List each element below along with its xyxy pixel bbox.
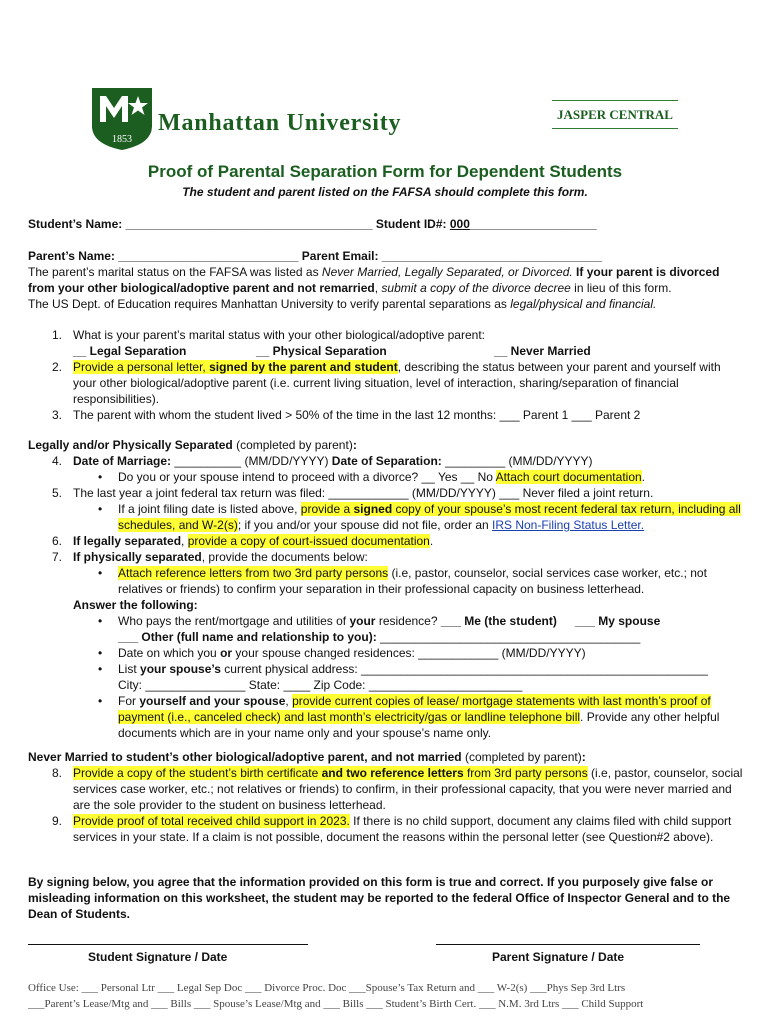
q4-separation-label: Date of Separation: xyxy=(331,454,446,468)
q8-rest: (i.e, pastor, counselor, social services case worker, etc.; not relatives or friends) to confirm, in their professional capacity, that you were never married and are the sole provider to the student on business letterhead. xyxy=(73,766,743,812)
intro-requirement-italic: legal/physical and financial. xyxy=(510,297,657,311)
q4-attach-highlight: Attach court documentation xyxy=(495,470,642,484)
q7-number: 7. xyxy=(52,550,63,564)
b1-text: Who pays the rent/mortgage and utilities of xyxy=(118,614,350,628)
q6-bold: If legally separated xyxy=(73,534,182,548)
jasper-central-badge: JASPER CENTRAL xyxy=(552,100,678,129)
q6-comma: , xyxy=(181,534,188,548)
question-5 xyxy=(28,485,744,501)
lease-bullet xyxy=(28,693,744,741)
q8-highlight: Provide a copy of the student’s birth certificate xyxy=(73,766,322,780)
b1-option-me[interactable]: ___ Me (the student) xyxy=(440,614,557,628)
bullet-icon: • xyxy=(98,566,103,580)
never-married-section xyxy=(28,749,744,845)
b1-text2: residence? xyxy=(375,614,441,628)
residence-bullet xyxy=(28,613,744,645)
b1-option-spouse[interactable]: ___ My spouse xyxy=(574,614,661,628)
intro-paragraph xyxy=(28,264,744,312)
q6-end: . xyxy=(429,534,434,548)
q4-bullet-end: . xyxy=(641,470,646,484)
q5-number: 5. xyxy=(52,486,63,500)
parent-name-field[interactable]: ___________________________ xyxy=(118,249,299,263)
b4-bold: yourself and your spouse xyxy=(139,694,286,708)
form-title: Proof of Parental Separation Form for Dependent Students xyxy=(147,162,623,181)
intro-divorce-decree: submit a copy of the divorce decree xyxy=(381,281,571,295)
student-id-prefix: 000 xyxy=(449,217,470,231)
q5-bullet-text: If a joint filing date is listed above, xyxy=(118,502,301,516)
question-7 xyxy=(28,549,744,565)
legal-heading-colon: : xyxy=(352,438,357,452)
q9-number: 9. xyxy=(52,814,63,828)
q4-marriage-label: Date of Marriage: xyxy=(73,454,175,468)
student-signature-label: Student Signature / Date xyxy=(88,950,228,964)
q4-format: (MM/DD/YYYY) xyxy=(241,454,332,468)
q3-number: 3. xyxy=(52,408,63,422)
parent-line xyxy=(28,248,744,264)
q2-highlight-bold: signed by the parent and student xyxy=(209,360,398,374)
q5-bullet xyxy=(28,501,744,533)
intro-text: The parent’s marital status on the FAFSA was listed as xyxy=(28,265,322,279)
b1-option-other[interactable]: ___ Other (full name and relationship to you): xyxy=(118,630,381,644)
office-use-line-1: Office Use: ___ Personal Ltr ___ Legal Sep Doc ___ Divorce Proc. Doc ___Spouse’s Tax Return and ___ W-2(s) ___Phys Sep 3rd Ltrs xyxy=(28,982,626,994)
question-3 xyxy=(28,407,744,423)
never-heading-text: Never Married to student’s other biological/adoptive parent, and not married xyxy=(28,750,462,764)
question-6 xyxy=(28,533,744,549)
q8-number: 8. xyxy=(52,766,63,780)
q4-marriage-field[interactable]: __________ xyxy=(174,454,242,468)
q8-highlight-bold: and two reference letters xyxy=(321,766,464,780)
q5-highlight-2: copy of your spouse’s most recent federal tax return, including all schedules, and W-2(s) xyxy=(118,502,741,532)
parent-signature-line[interactable] xyxy=(436,944,700,945)
intro-requirement: The US Dept. of Education requires Manhattan University to verify parental separations as xyxy=(28,297,511,311)
certification-statement: By signing below, you agree that the information provided on this form is true and correct. If you purposely give false or misleading information on this worksheet, the student may be reported to the federal Office of Inspector General and to the Dean of Students. xyxy=(28,875,731,921)
q2-highlight: Provide a personal letter, xyxy=(73,360,210,374)
intro-comma: , xyxy=(374,281,382,295)
q6-number: 6. xyxy=(52,534,63,548)
b2-bold: or xyxy=(220,646,233,660)
question-4 xyxy=(28,453,744,469)
bullet-icon: • xyxy=(98,646,103,660)
b3-bold: your spouse’s xyxy=(140,662,221,676)
q4-bullet xyxy=(28,469,744,485)
intro-end: in lieu of this form. xyxy=(570,281,672,295)
q9-highlight: Provide proof of total received child support in 2023. xyxy=(73,814,350,828)
student-id-field[interactable]: ___________________ xyxy=(469,217,597,231)
q1-option-physical[interactable]: __ Physical Separation xyxy=(256,344,387,358)
parent-name-label: Parent’s Name: xyxy=(28,249,119,263)
student-line xyxy=(28,216,744,232)
b4-rest: . Provide any other helpful documents which are in your name only and your spouse’s name only. xyxy=(118,710,720,740)
b3-city-field[interactable]: City: _______________ State: ____ Zip Code: _______________________ xyxy=(118,678,523,692)
q5-highlight: provide a xyxy=(300,502,354,516)
q3-text: The parent with whom the student lived > 50% of the time in the last 12 months: ___ Parent 1 ___ Parent 2 xyxy=(73,408,641,422)
intro-italic: Never Married, Legally Separated, or Divorced. xyxy=(321,265,573,279)
q1-number: 1. xyxy=(52,328,63,342)
q5-text: The last year a joint federal tax return was filed: ____________ (MM/DD/YYYY) ___ Never filed a joint return. xyxy=(73,486,654,500)
q4-format2: (MM/DD/YYYY) xyxy=(505,454,593,468)
student-name-label: Student’s Name: xyxy=(28,217,126,231)
b2-text: Date on which you xyxy=(118,646,221,660)
b4-comma: , xyxy=(285,694,293,708)
b1-other-field[interactable]: _______________________________________ xyxy=(380,630,641,644)
q1-option-never-married[interactable]: __ Never Married xyxy=(494,344,591,358)
office-use-line-2: ___Parent’s Lease/Mtg and ___ Bills ___ Spouse’s Lease/Mtg and ___ Bills ___ Student’s Birth Cert. ___ N.M. 3rd Ltrs ___ Child Support xyxy=(28,998,644,1010)
question-8 xyxy=(28,765,744,813)
office-use xyxy=(28,980,748,1012)
q4-number: 4. xyxy=(52,454,63,468)
intro-bold: If your parent is divorced from your other biological/adoptive parent and not remarried xyxy=(28,265,720,295)
q2-number: 2. xyxy=(52,360,63,374)
form-subtitle: The student and parent listed on the FAFSA should complete this form. xyxy=(182,185,588,199)
q2-text: , describing the status between your parent and yourself with your other biological/adoptive parent (i.e. current living situation, level of interaction, sharing/separation of financial responsibilities). xyxy=(73,360,721,406)
q7-bullet-rest: (i.e, pastor, counselor, social services case worker, etc.; not relatives or friends) to confirm your separation in their professional capacity on business letterhead. xyxy=(118,566,707,596)
residence-date-bullet xyxy=(28,645,744,661)
question-9 xyxy=(28,813,744,845)
legal-heading-text: Legally and/or Physically Separated xyxy=(28,438,233,452)
logo-year: 1853 xyxy=(112,134,132,145)
never-heading-note: (completed by parent) xyxy=(461,750,582,764)
bullet-icon: • xyxy=(98,502,103,516)
question-2 xyxy=(28,359,744,407)
b3-address-field[interactable]: current physical address: ____________________________________________________ xyxy=(220,662,709,676)
bullet-icon: • xyxy=(98,470,103,484)
b2-text2: your spouse changed residences: ____________ (MM/DD/YYYY) xyxy=(232,646,586,660)
irs-non-filing-link[interactable]: IRS Non-Filing Status Letter. xyxy=(492,518,645,532)
b3-text: List xyxy=(118,662,141,676)
q4-divorce-question: Do you or your spouse intend to proceed with a divorce? __ Yes __ No xyxy=(118,470,496,484)
q7-bold: If physically separated xyxy=(73,550,202,564)
q7-bullet xyxy=(28,565,744,597)
student-signature-line[interactable] xyxy=(28,944,308,945)
q7-highlight: Attach reference letters from two 3rd party persons xyxy=(118,566,389,580)
parent-email-label: Parent Email: xyxy=(298,249,382,263)
legal-heading-note: (completed by parent) xyxy=(232,438,353,452)
address-bullet xyxy=(28,661,744,693)
bullet-icon: • xyxy=(98,614,103,628)
q5-highlight-bold: signed xyxy=(353,502,393,516)
parent-email-field[interactable]: _________________________________ xyxy=(381,249,603,263)
q1-text: What is your parent’s marital status with your other biological/adoptive parent: xyxy=(73,328,485,342)
q5-rest: ; if you and/or your spouse did not file, order an xyxy=(237,518,492,532)
b1-bold: your xyxy=(349,614,376,628)
university-shield-logo xyxy=(90,86,154,152)
q8-highlight-2: from 3rd party persons xyxy=(463,766,588,780)
never-heading-colon: : xyxy=(581,750,586,764)
student-name-field[interactable]: _____________________________________ xyxy=(125,217,373,231)
q9-rest: If there is no child support, document any claims filed with child support services in your state. If a claim is not possible, document the reasons within the personal letter (see Question#2 above). xyxy=(73,814,732,844)
q7-text: , provide the documents below: xyxy=(201,550,368,564)
legal-physical-section xyxy=(28,437,744,741)
never-heading xyxy=(28,749,744,765)
q4-separation-field[interactable]: _________ xyxy=(445,454,506,468)
student-id-label: Student ID#: xyxy=(372,217,450,231)
q6-highlight: provide a copy of court-issued documentation xyxy=(187,534,430,548)
q1-option-legal[interactable]: __ Legal Separation xyxy=(73,344,187,358)
legal-heading xyxy=(28,437,744,453)
bullet-icon: • xyxy=(98,662,103,676)
question-1 xyxy=(28,327,744,359)
parent-signature-label: Parent Signature / Date xyxy=(492,950,625,964)
header xyxy=(0,0,770,160)
answer-heading: Answer the following: xyxy=(73,598,198,612)
bullet-icon: • xyxy=(98,694,103,708)
university-name: Manhattan University xyxy=(158,110,402,136)
b4-text: For xyxy=(118,694,140,708)
b4-highlight: provide current copies of lease/ mortgage statements with last month’s proof of payment (i.e., canceled check) and last month’s electricity/gas or landline telephone bill xyxy=(118,694,711,724)
questions-1-3 xyxy=(28,327,744,423)
